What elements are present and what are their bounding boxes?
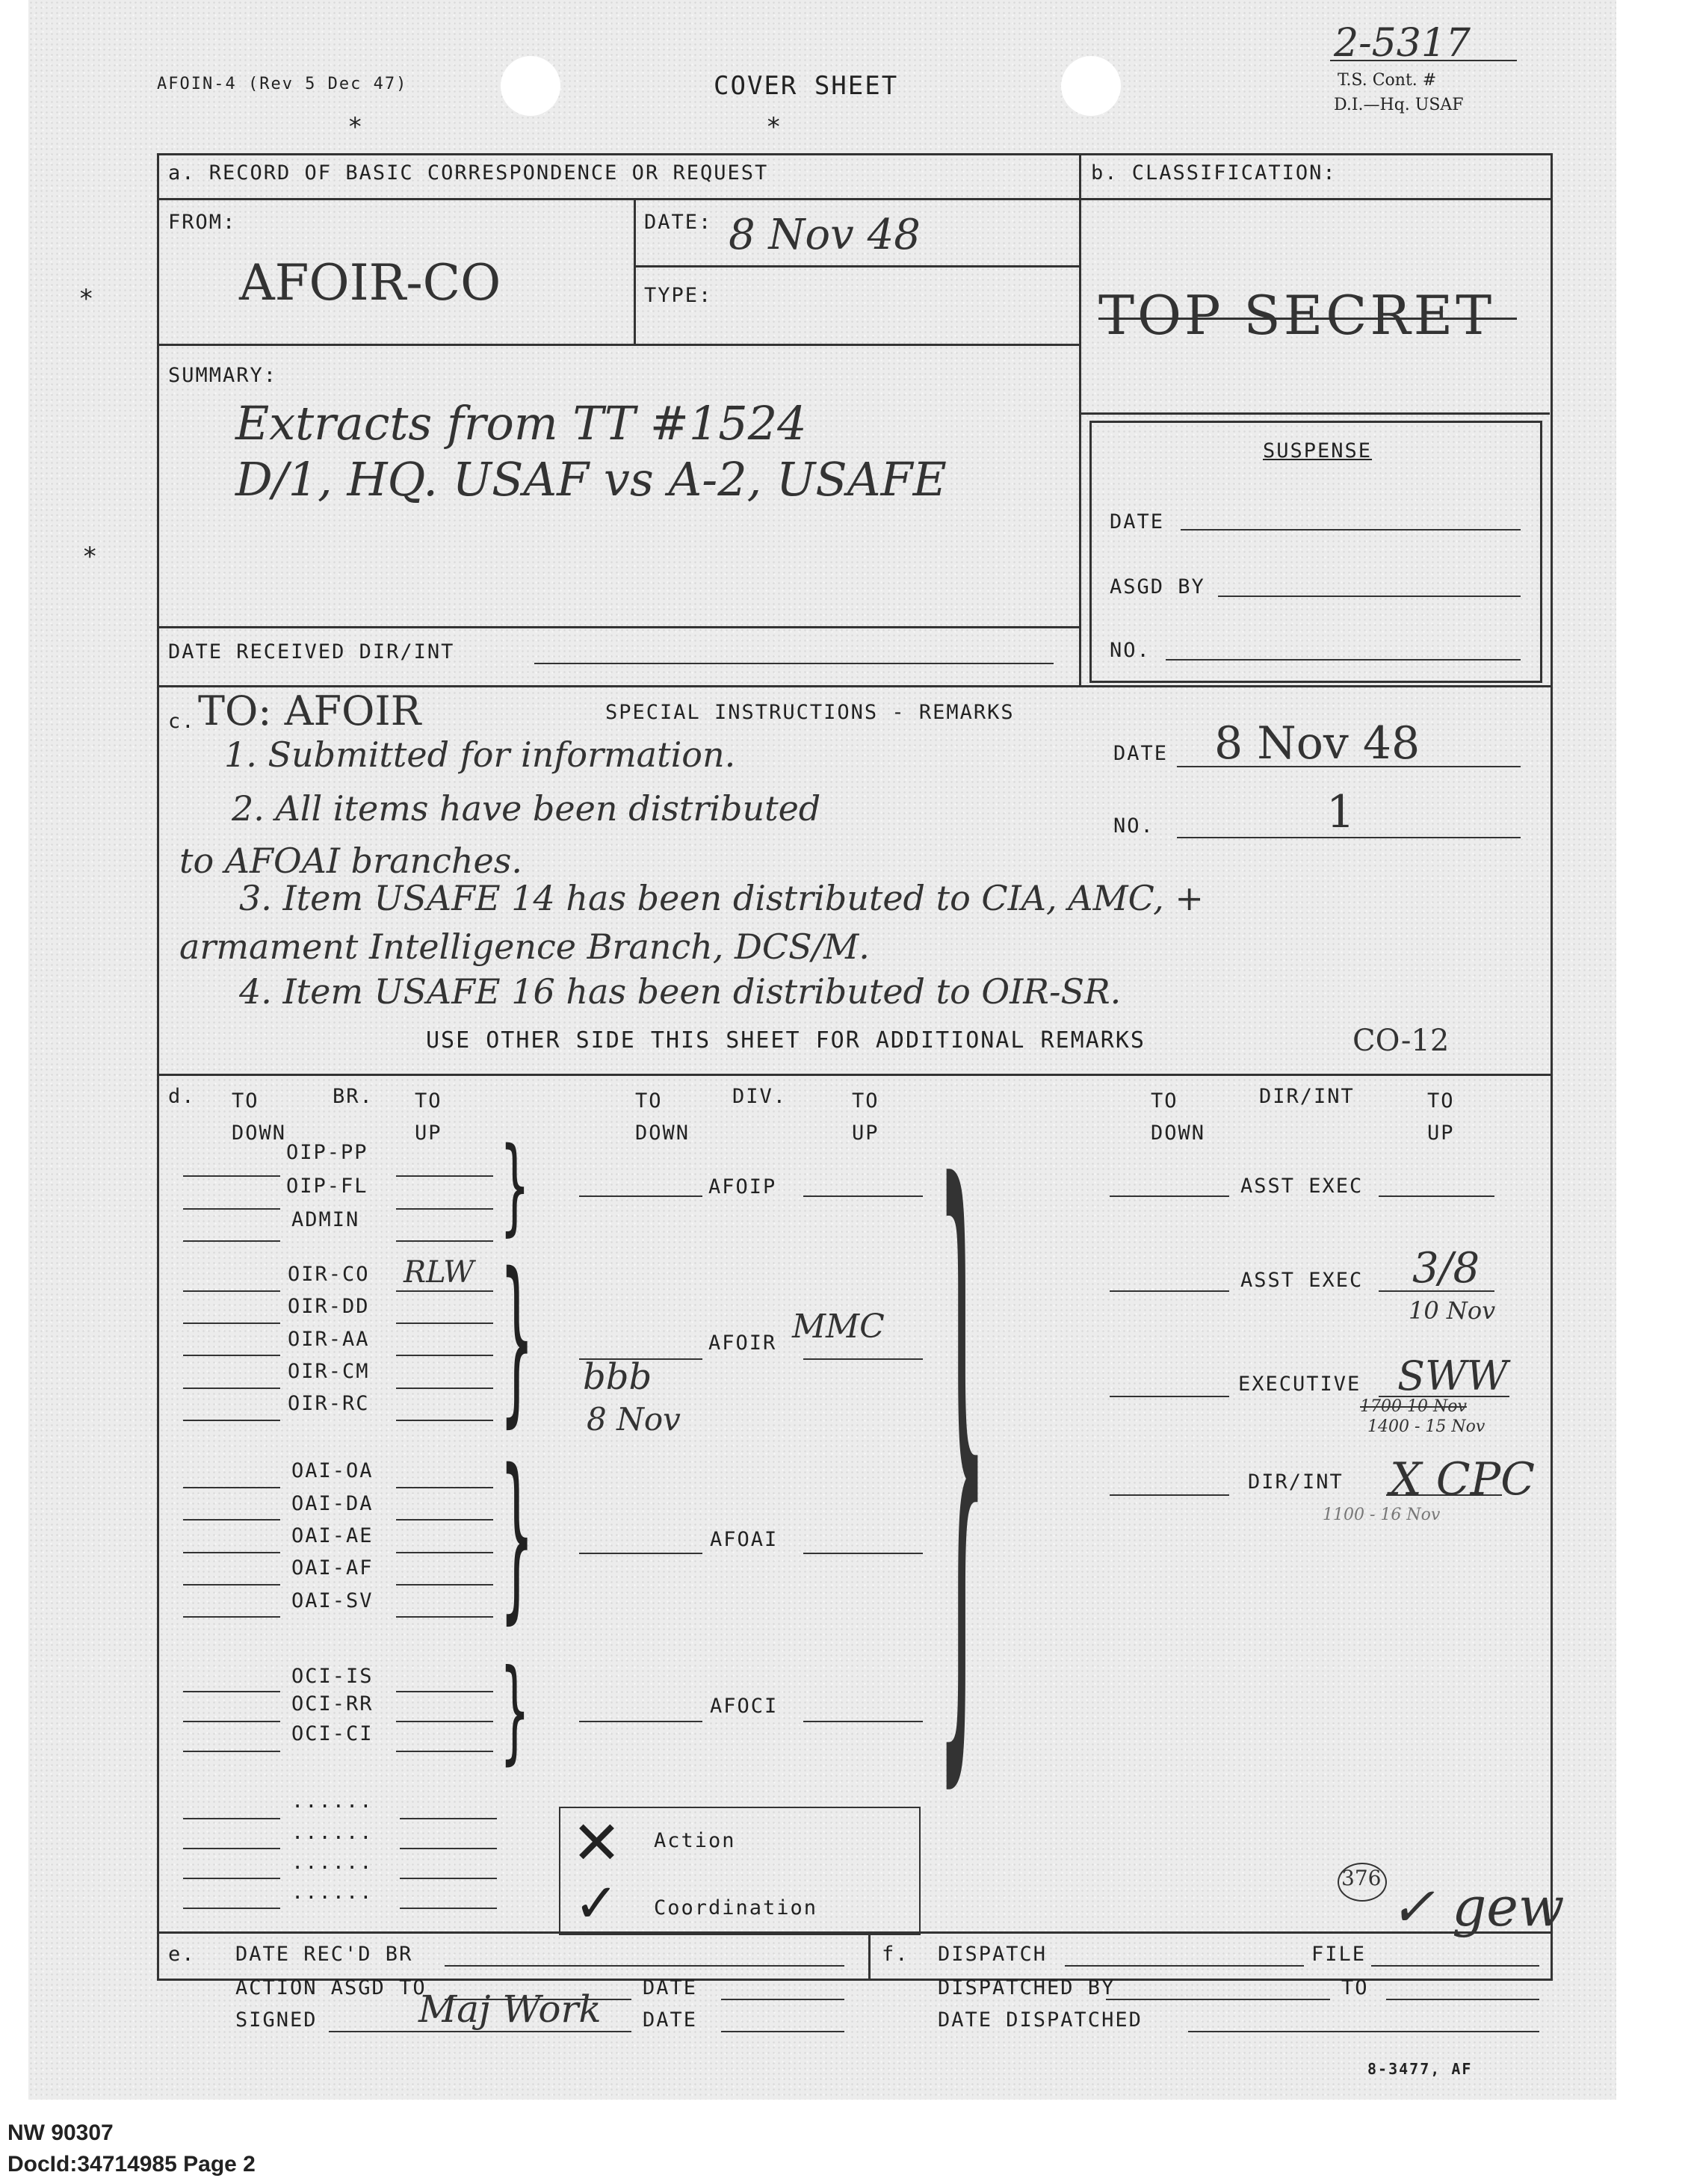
date-10nov: 10 Nov [1409,1296,1496,1325]
branch-code: OIR-AA [288,1328,370,1351]
classification-strike [1098,318,1517,320]
summary-line-2: D/1, HQ. USAF vs A-2, USAFE [235,452,947,507]
e-date-field-1[interactable] [721,1999,844,2000]
to-label: TO [1341,1976,1369,1999]
date-recd-field[interactable] [445,1965,844,1967]
c-no-value: 1 [1326,786,1355,838]
brace-icon: } [501,1234,534,1444]
remark-4: 4. Item USAFE 16 has been distributed to OIR-SR. [239,971,1122,1012]
initials-executive: SWW [1397,1352,1508,1399]
type-label: TYPE: [644,284,713,307]
ts-control-label: T.S. Cont. # [1338,71,1437,90]
asterisk-marker: * [78,284,96,314]
branch-code: OIP-FL [286,1175,368,1198]
section-f-label: f. [882,1943,909,1966]
form-id: AFOIN-4 (Rev 5 Dec 47) [157,75,408,93]
circle-number-text: 376 [1341,1866,1382,1890]
division-code: AFOCI [710,1695,779,1718]
branch-code: OCI-CI [291,1722,374,1745]
initials-dir-int: X CPC [1390,1453,1535,1506]
to-value: TO: AFOIR [198,687,421,734]
dir-header-down: TO DOWN [1151,1089,1206,1145]
asterisk-marker: * [82,542,99,572]
division-code: AFOAI [710,1528,779,1551]
brace-icon: } [501,1125,529,1247]
punch-hole-right [1061,56,1121,116]
date-recd-label: DATE REC'D BR [235,1943,413,1966]
special-instructions-title: SPECIAL INSTRUCTIONS - REMARKS [605,701,1015,724]
asterisk-marker: * [347,112,365,142]
x-mark-icon: ✕ [572,1808,622,1878]
dir-item: EXECUTIVE [1238,1373,1361,1396]
e-date-label-2: DATE [643,2008,698,2032]
dir-header-up: TO UP [1427,1089,1455,1145]
section-c-label: c. [168,710,196,733]
legend-action: Action [654,1829,736,1852]
legend-coordination: Coordination [654,1896,818,1919]
signed-label: SIGNED [235,2008,318,2032]
dots: ...... [291,1881,374,1904]
dots: ...... [291,1789,374,1813]
doc-id: DocId:34714985 Page 2 [7,2152,256,2177]
branch-code: OAI-DA [291,1492,374,1515]
branch-code: OCI-IS [291,1665,374,1688]
dispatched-by-field[interactable] [1106,1999,1330,2000]
div-header-down: TO DOWN [635,1089,690,1145]
suspense-date-label: DATE [1110,510,1165,533]
dots: ...... [291,1821,374,1844]
branch-code: OAI-AF [291,1556,374,1580]
remark-3: 3. Item USAFE 14 has been distributed to CIA, AMC, + [239,878,1204,918]
division-code: AFOIR [708,1331,777,1355]
time-note-3: 1100 - 16 Nov [1323,1506,1441,1524]
date-label: DATE: [644,211,713,234]
checkmark-icon: ✓ [574,1872,619,1934]
nw-number: NW 90307 [7,2120,114,2145]
date-received-label: DATE RECEIVED DIR/INT [168,640,455,663]
date-received-field[interactable] [534,663,1054,664]
file-field[interactable] [1371,1965,1539,1967]
branch-code: OAI-AE [291,1524,374,1547]
section-b-label: b. CLASSIFICATION: [1091,161,1337,185]
time-note-2: 1400 - 15 Nov [1367,1417,1485,1436]
remark-2: 2. All items have been distributed [232,788,821,829]
suspense-date-field[interactable] [1181,529,1521,530]
suspense-asgd-label: ASGD BY [1110,575,1205,598]
c-date-value: 8 Nov 48 [1214,717,1420,770]
remark-3b: armament Intelligence Branch, DCS/M. [179,927,870,967]
punch-hole-left [501,56,560,116]
additional-remarks-note: USE OTHER SIDE THIS SHEET FOR ADDITIONAL REMARKS [426,1027,1146,1054]
initials-bbb: bbb [583,1356,652,1398]
c-no-label: NO. [1113,814,1154,838]
dispatch-field[interactable] [1065,1965,1304,1967]
suspense-title: SUSPENSE [1263,439,1373,463]
from-label: FROM: [168,211,237,234]
to-field[interactable] [1386,1999,1539,2000]
branch-code: OCI-RR [291,1692,374,1716]
div-header-title: DIV. [732,1085,788,1108]
branch-code: OIP-PP [286,1141,368,1164]
branch-code: OAI-SV [291,1589,374,1612]
dots: ...... [291,1851,374,1874]
asterisk-marker: * [766,112,783,142]
branch-code: ADMIN [291,1208,360,1231]
form-title: COVER SHEET [714,71,899,101]
br-header-title: BR. [333,1085,374,1108]
summary-label: SUMMARY: [168,364,278,387]
suspense-no-field[interactable] [1166,659,1521,661]
suspense-no-label: NO. [1110,639,1151,662]
remarks-code: CO-12 [1352,1024,1450,1058]
from-value: AFOIR-CO [239,254,501,312]
initials-asst-exec: 3/8 [1412,1244,1480,1293]
br-header-up: TO UP [415,1089,442,1145]
branch-code: OIR-CO [288,1263,370,1286]
dir-item: ASST EXEC [1240,1269,1364,1292]
date-value: 8 Nov 48 [729,211,921,259]
signed-field[interactable] [329,2031,631,2032]
suspense-asgd-field[interactable] [1218,596,1521,597]
brace-icon: } [938,1057,987,1839]
branch-code: OAI-OA [291,1459,374,1482]
dir-header-title: DIR/INT [1259,1085,1355,1108]
e-date-label-1: DATE [643,1976,698,1999]
summary-line-1: Extracts from TT #1524 [235,396,807,451]
dir-item: ASST EXEC [1240,1175,1364,1198]
branch-code: OIR-DD [288,1295,370,1318]
brace-icon: } [501,1431,534,1640]
remark-2b: to AFOAI branches. [179,841,522,881]
file-label: FILE [1311,1943,1367,1966]
branch-code: OIR-RC [288,1392,370,1415]
file-mark: ✓ gew [1390,1875,1565,1938]
dispatched-by-label: DISPATCHED BY [938,1976,1116,1999]
br-header-down: TO DOWN [232,1089,287,1145]
date-dispatched-label: DATE DISPATCHED [938,2008,1143,2032]
division-code: AFOIP [708,1175,777,1198]
date-dispatched-field[interactable] [1188,2031,1539,2032]
dir-item: DIR/INT [1248,1470,1344,1494]
c-date-label: DATE [1113,742,1169,765]
classification-value: TOP SECRET [1098,284,1495,347]
dispatch-label: DISPATCH [938,1943,1048,1966]
time-note-1: 1700 10 Nov [1360,1397,1467,1416]
dl-hq-label: D.I.—Hq. USAF [1334,96,1464,114]
div-header-up: TO UP [852,1089,879,1145]
section-d-label: d. [168,1085,196,1108]
brace-icon: } [501,1646,529,1776]
signature: Maj Work [418,1987,602,2031]
initials-oir-co: RLW [404,1255,474,1290]
e-date-field-2[interactable] [721,2031,844,2032]
control-number: 2-5317 [1334,21,1471,66]
section-a-label: a. RECORD OF BASIC CORRESPONDENCE OR REQUEST [168,161,769,185]
form-code: 8-3477, AF [1367,2060,1473,2078]
initials-afoir: MMC [792,1308,885,1346]
section-e-label: e. [168,1943,196,1966]
date-8nov: 8 Nov [587,1401,681,1438]
action-asgd-label: ACTION ASGD TO [235,1976,427,1999]
branch-code: OIR-CM [288,1360,370,1383]
remark-1: 1. Submitted for information. [224,734,736,775]
